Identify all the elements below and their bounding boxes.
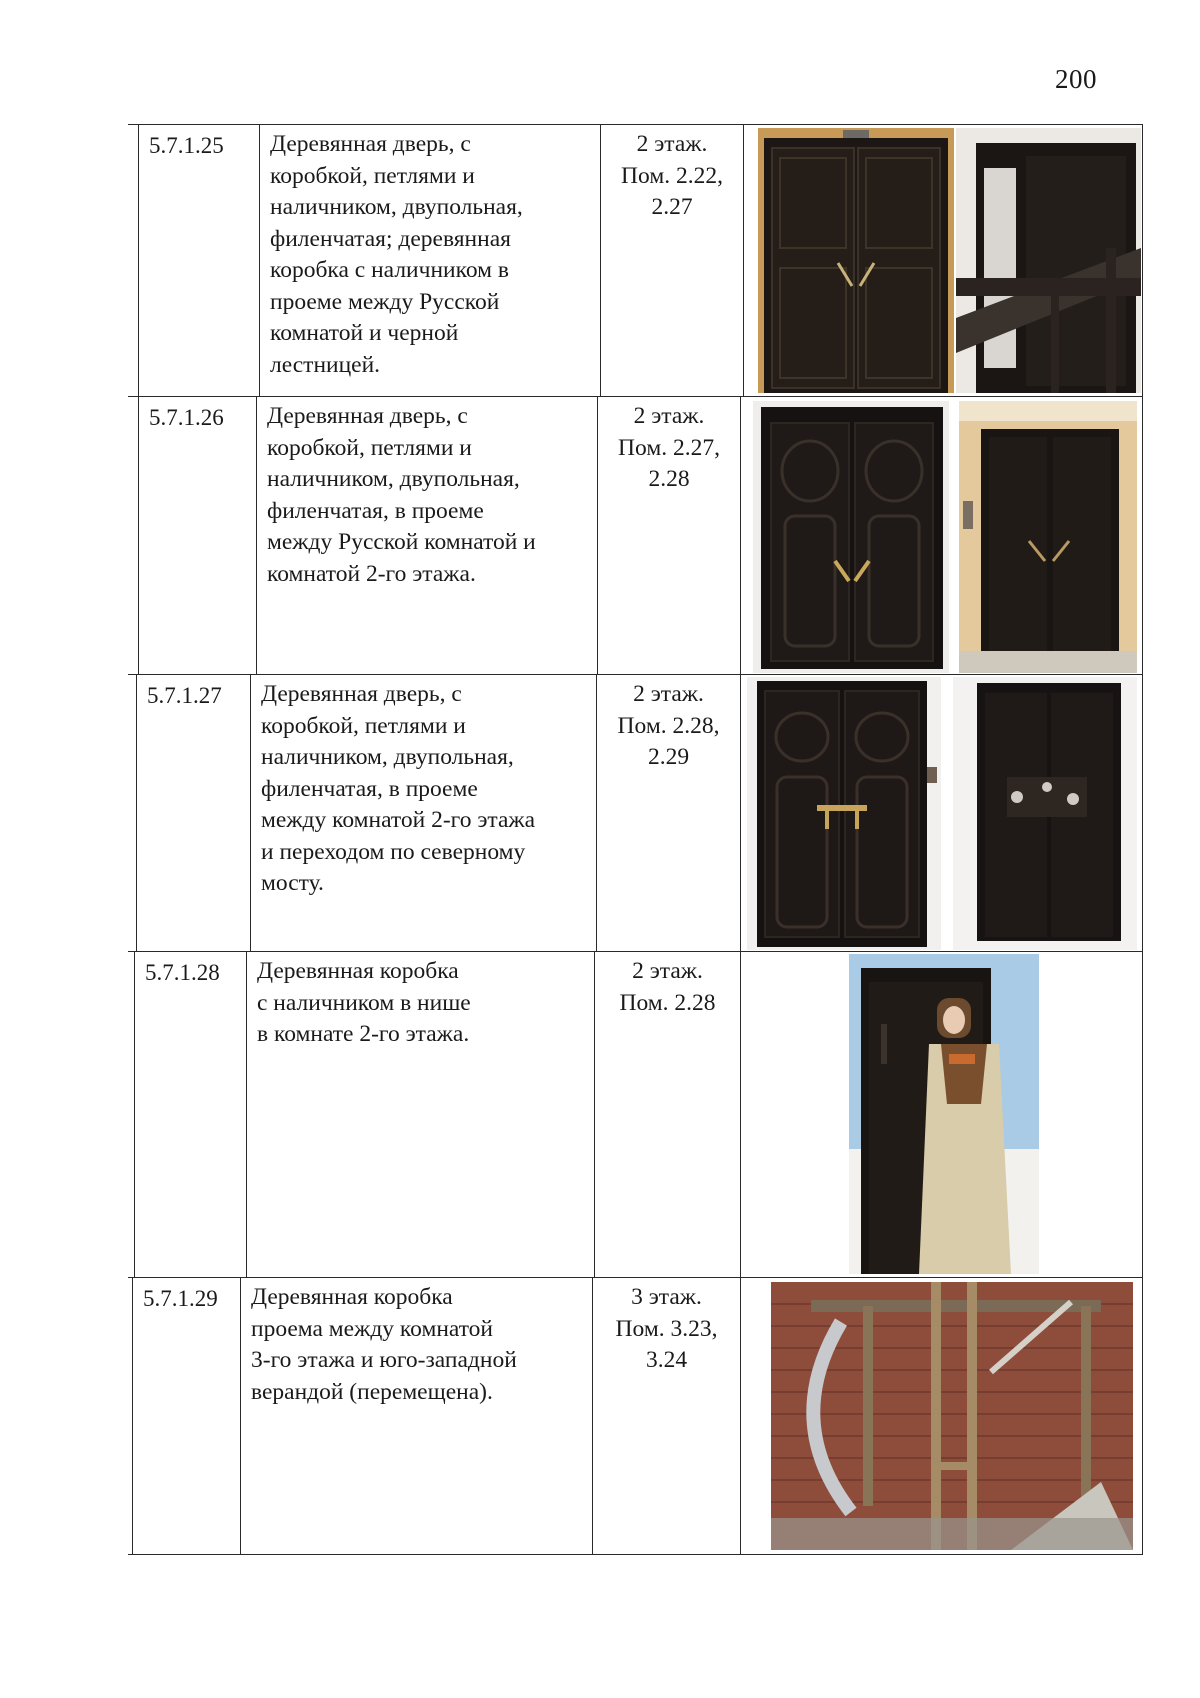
location-cell: 2 этаж. Пом. 2.28 [594, 952, 740, 1278]
description-cell: Деревянная дверь, с коробкой, петлями и наличником, двупольная, филенчатая; деревянная коробка с наличником в проеме между Русской комнатой и черной лестницей. [259, 125, 600, 397]
door-photo-1 [753, 401, 949, 673]
location-cell: 2 этаж. Пом. 2.22, 2.27 [600, 125, 743, 397]
door-frame-photo [771, 1282, 1133, 1550]
description-cell: Деревянная коробка с наличником в нише в комнате 2-го этажа. [246, 952, 594, 1278]
door-photo-1 [758, 128, 954, 393]
door-photo-2 [953, 677, 1137, 950]
location-cell: 3 этаж. Пом. 3.23, 3.24 [592, 1278, 740, 1554]
photo-cell [740, 397, 1143, 675]
photo-cell [740, 675, 1143, 952]
door-niche-photo [849, 954, 1039, 1274]
item-code-cell: 5.7.1.26 [138, 397, 244, 675]
description-cell: Деревянная дверь, с коробкой, петлями и наличником, двупольная, филенчатая, в проеме между комнатой 2-го этажа и переходом по северному мосту. [250, 675, 596, 952]
item-code-cell: 5.7.1.29 [132, 1278, 238, 1554]
item-code-cell: 5.7.1.28 [134, 952, 240, 1278]
location-cell: 2 этаж. Пом. 2.27, 2.28 [597, 397, 740, 675]
item-code-cell: 5.7.1.25 [138, 125, 244, 397]
photo-cell [743, 125, 1143, 397]
door-photo-2 [956, 128, 1141, 393]
table-row [128, 396, 1143, 675]
description-cell: Деревянная дверь, с коробкой, петлями и наличником, двупольная, филенчатая, в проеме между Русской комнатой и комнатой 2-го этажа. [256, 397, 597, 675]
table-row [128, 124, 1143, 397]
photo-cell [740, 952, 1143, 1278]
table-row [128, 951, 1143, 1278]
door-photo-2 [959, 401, 1137, 673]
door-photo-1 [747, 677, 941, 950]
inventory-table [128, 124, 1143, 1554]
table-row [128, 1277, 1143, 1555]
description-cell: Деревянная коробка проема между комнатой 3-го этажа и юго-западной верандой (перемещена). [240, 1278, 592, 1554]
photo-cell [740, 1278, 1143, 1554]
page-number: 200 [1055, 64, 1097, 94]
table-row [128, 674, 1143, 952]
location-cell: 2 этаж. Пом. 2.28, 2.29 [596, 675, 740, 952]
item-code-cell: 5.7.1.27 [136, 675, 242, 952]
